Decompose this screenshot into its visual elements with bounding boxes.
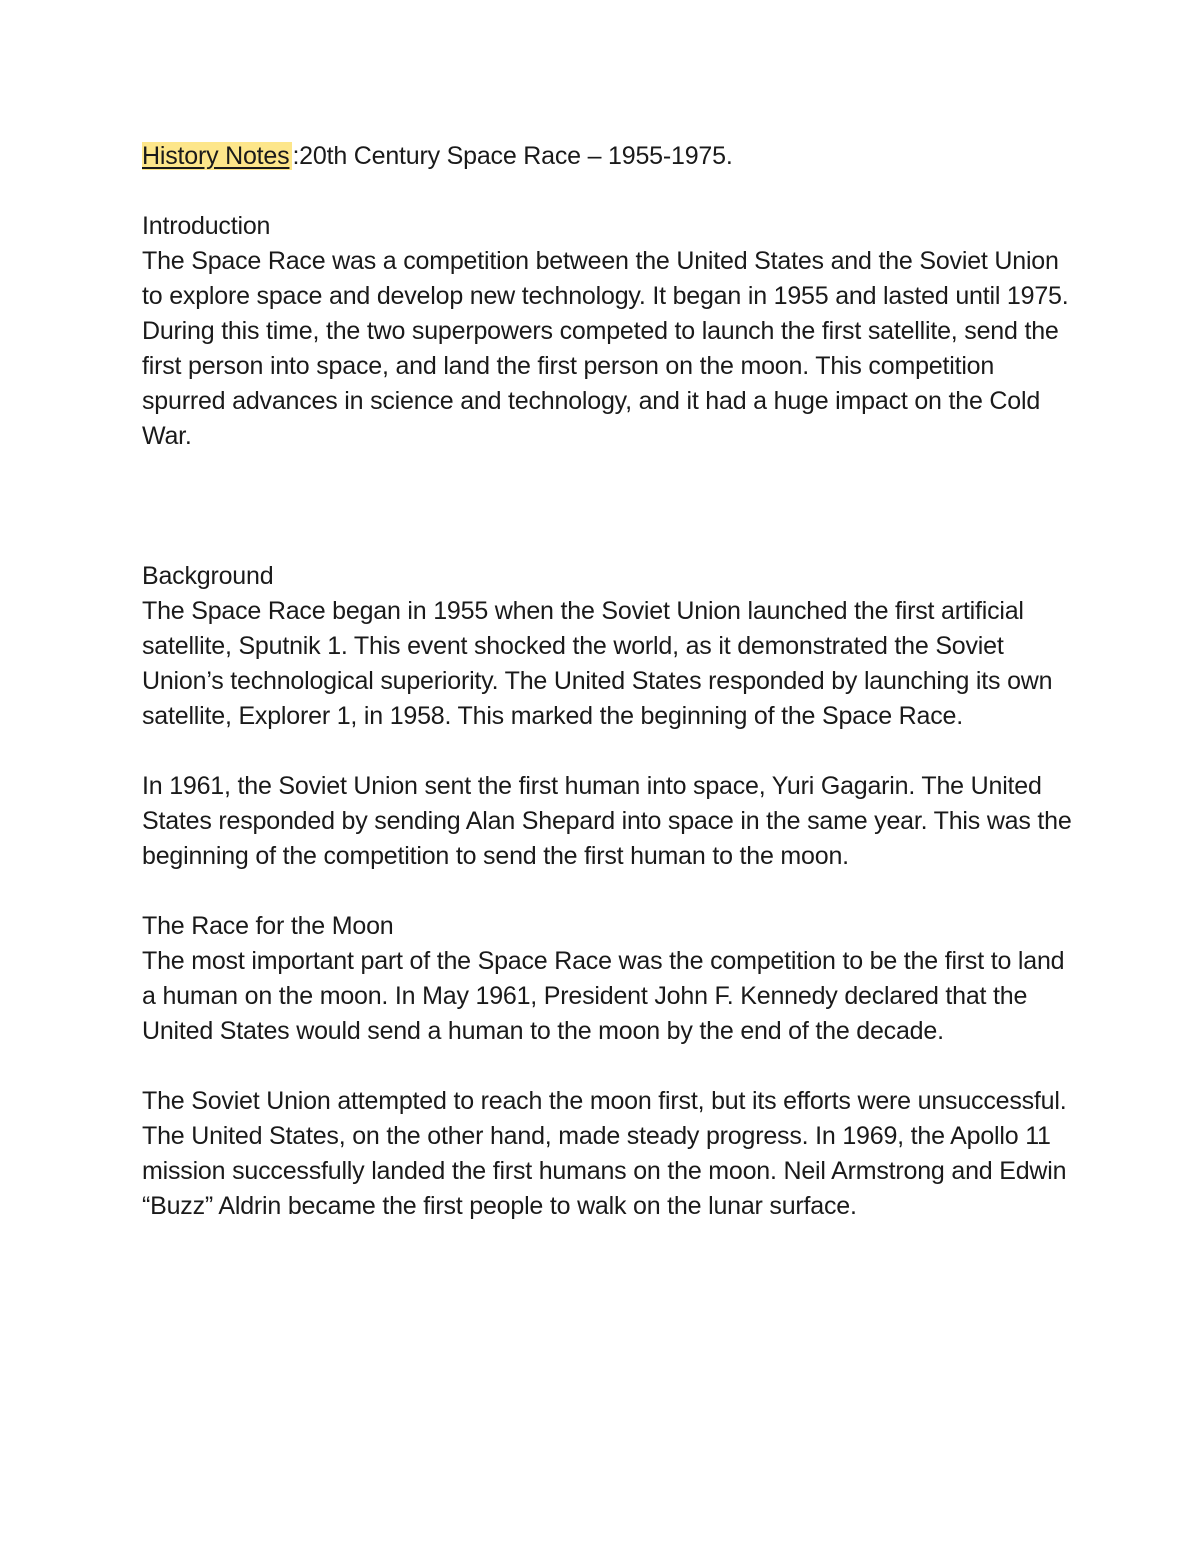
paragraph: In 1961, the Soviet Union sent the first human into space, Yuri Gagarin. The United States responded by sending Alan Shepard into space in the same year. This was the beginning of the competition to send the first human to the moon. xyxy=(142,772,1072,870)
section-introduction xyxy=(142,209,1072,454)
paragraph: The most important part of the Space Race was the competition to be the first to land a human on the moon. In May 1961, President John F. Kennedy declared that the United States would send a human to the moon by the end of the decade. xyxy=(142,947,1065,1045)
section-heading-race-for-the-moon: The Race for the Moon xyxy=(142,912,394,940)
title-text: :20th Century Space Race – 1955-1975. xyxy=(292,142,733,170)
spacer xyxy=(142,454,1072,559)
section-background xyxy=(142,559,1072,874)
spacer xyxy=(142,1049,1072,1084)
spacer xyxy=(142,734,1072,769)
section-heading-introduction: Introduction xyxy=(142,212,271,240)
document-title xyxy=(142,139,1072,174)
paragraph: The Soviet Union attempted to reach the moon first, but its efforts were unsuccessful. The United States, on the other hand, made steady progress. In 1969, the Apollo 11 mission successfully landed the first humans on the moon. Neil Armstrong and Edwin “Buzz” Aldrin became the first people to walk on the lunar surface. xyxy=(142,1087,1067,1220)
paragraph: The Space Race was a competition between the United States and the Soviet Union to explore space and develop new technology. It began in 1955 and lasted until 1975. During this time, the two superpowers competed to launch the first satellite, send the first person into space, and land the first person on the moon. This competition spurred advances in science and technology, and it had a huge impact on the Cold War. xyxy=(142,247,1069,450)
section-race-for-the-moon xyxy=(142,909,1072,1224)
spacer xyxy=(142,874,1072,909)
title-highlight: History Notes xyxy=(142,142,292,170)
paragraph: The Space Race began in 1955 when the Soviet Union launched the first artificial satellite, Sputnik 1. This event shocked the world, as it demonstrated the Soviet Union’s technological superiority. The United States responded by launching its own satellite, Explorer 1, in 1958. This marked the beginning of the Space Race. xyxy=(142,597,1053,730)
document-body xyxy=(142,139,1072,1224)
section-heading-background: Background xyxy=(142,562,274,590)
